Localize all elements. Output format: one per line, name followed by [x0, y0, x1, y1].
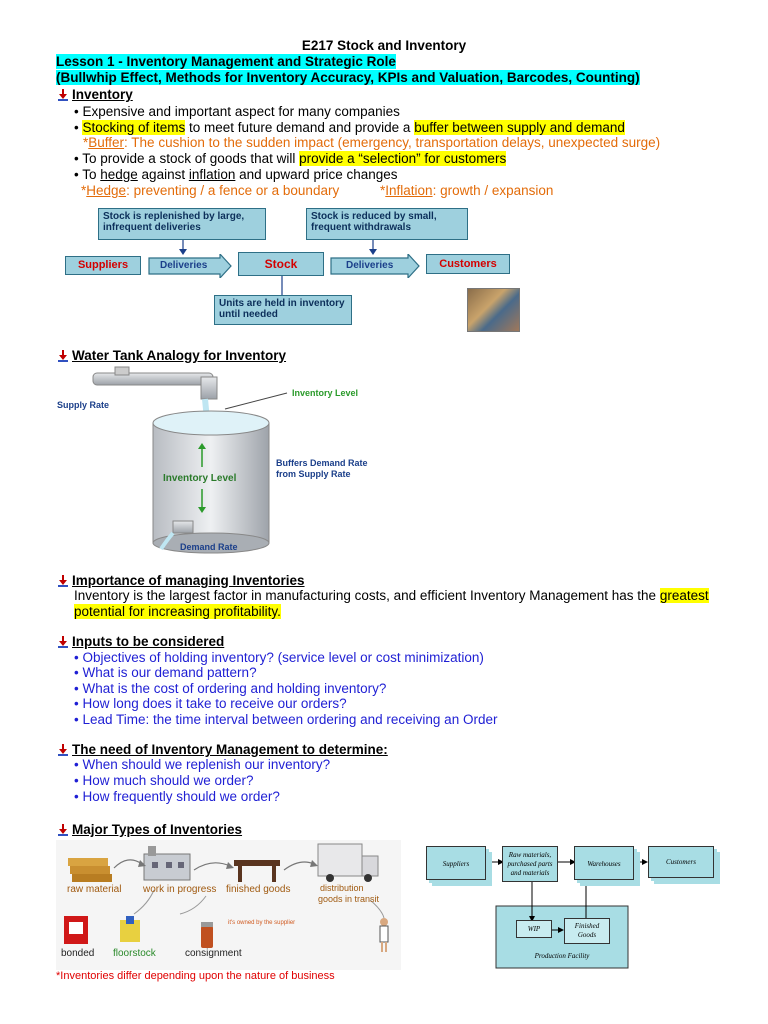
deliveries-label-2: Deliveries [346, 260, 394, 271]
types-note: *Inventories differ depending upon the nature of business [56, 970, 335, 982]
raw-material-label: raw material [67, 884, 122, 895]
arrow-bullet-icon [56, 348, 70, 362]
hedge-definition: *Hedge: preventing / a fence or a boundary [81, 183, 340, 198]
inventory-level-label-top: Inventory Level [292, 388, 359, 398]
arrow-bullet-icon [56, 634, 70, 648]
need-heading: The need of Inventory Management to determine: [56, 742, 388, 758]
suppliers-box: Suppliers [65, 256, 141, 275]
pf-raw-materials-box: Raw materials, purchased parts and materials [502, 846, 558, 882]
arrow-bullet-icon [56, 573, 70, 587]
arrow-bullet-icon [56, 742, 70, 756]
types-heading: Major Types of Inventories [56, 822, 242, 838]
bonded-icon [64, 916, 88, 944]
finished-goods-label: finished goods [226, 884, 291, 895]
inventory-heading: Inventory [56, 87, 133, 103]
pf-wip-box: WIP [516, 920, 552, 938]
importance-text-line-1: Inventory is the largest factor in manufacturing costs, and efficient Inventory Management has the greatest [74, 588, 709, 603]
page-title: E217 Stock and Inventory [301, 38, 467, 53]
bonded-label: bonded [61, 948, 95, 959]
buffer-definition: *Buffer: The cushion to the sudden impact (emergency, transportation delays, unexpected surge) [83, 135, 661, 150]
owned-by-supplier-label: it's owned by the supplier [228, 920, 296, 926]
raw-material-icon [68, 858, 112, 882]
withdrawal-note-box: Stock is reduced by small, frequent withdrawals [306, 208, 468, 240]
inventory-bullet-3: • To provide a stock of goods that will provide a “selection” for customers [74, 151, 507, 166]
pf-finished-goods-box: Finished Goods [564, 918, 610, 944]
consignment-label: consignment [185, 948, 242, 959]
tank-heading: Water Tank Analogy for Inventory [56, 348, 286, 364]
pf-facility-label: Production Facility [534, 952, 590, 960]
work-in-progress-label: work in progress [143, 884, 217, 895]
warehouse-photo [467, 288, 520, 332]
supply-rate-label: Supply Rate [57, 400, 110, 410]
inputs-item: • Objectives of holding inventory? (service level or cost minimization) [74, 650, 484, 665]
inputs-heading: Inputs to be considered [56, 634, 224, 650]
buffers-label: Buffers Demand Rate from Supply Rate [276, 458, 368, 479]
deliveries-label-1: Deliveries [160, 260, 208, 271]
arrow-bullet-icon [56, 822, 70, 836]
inflation-definition: *Inflation: growth / expansion [380, 183, 554, 198]
importance-heading: Importance of managing Inventories [56, 573, 305, 589]
goods-in-transit-label: goods in transit [318, 894, 380, 904]
inventory-bullet-4: • To hedge against inflation and upward price changes [74, 167, 398, 182]
lesson-title: Lesson 1 - Inventory Management and Strategic Role [56, 54, 396, 69]
inputs-item: • What is the cost of ordering and holding inventory? [74, 681, 387, 696]
inventory-bullet-1: • Expensive and important aspect for many companies [74, 104, 400, 119]
need-item: • How much should we order? [74, 773, 254, 788]
inputs-item: • How long does it take to receive our orders? [74, 696, 347, 711]
inventory-bullet-2: • Stocking of items to meet future demand and provide a buffer between supply and demand [74, 120, 625, 135]
inputs-item: • Lead Time: the time interval between ordering and receiving an Order [74, 712, 498, 727]
demand-rate-label: Demand Rate [180, 542, 238, 552]
floorstock-label: floorstock [113, 948, 156, 959]
units-held-box: Units are held in inventory until needed [214, 295, 352, 325]
stock-box: Stock [238, 252, 324, 276]
need-item: • When should we replenish our inventory? [74, 757, 331, 772]
replenish-note-box: Stock is replenished by large, infrequent deliveries [98, 208, 266, 240]
importance-text-line-2: potential for increasing profitability. [74, 604, 281, 619]
inputs-item: • What is our demand pattern? [74, 665, 257, 680]
inventory-level-label-center: Inventory Level [163, 473, 237, 484]
pf-customers-box: Customers [648, 846, 714, 878]
pf-warehouses-box: Warehouses [574, 846, 634, 880]
lesson-subtitle: (Bullwhip Effect, Methods for Inventory Accuracy, KPIs and Valuation, Barcodes, Counting) [56, 70, 640, 85]
pf-suppliers-box: Suppliers [426, 846, 486, 880]
need-item: • How frequently should we order? [74, 789, 280, 804]
consignment-icon [201, 922, 213, 948]
arrow-bullet-icon [56, 87, 70, 101]
customers-box: Customers [426, 254, 510, 274]
distribution-label: distribution [320, 883, 364, 893]
